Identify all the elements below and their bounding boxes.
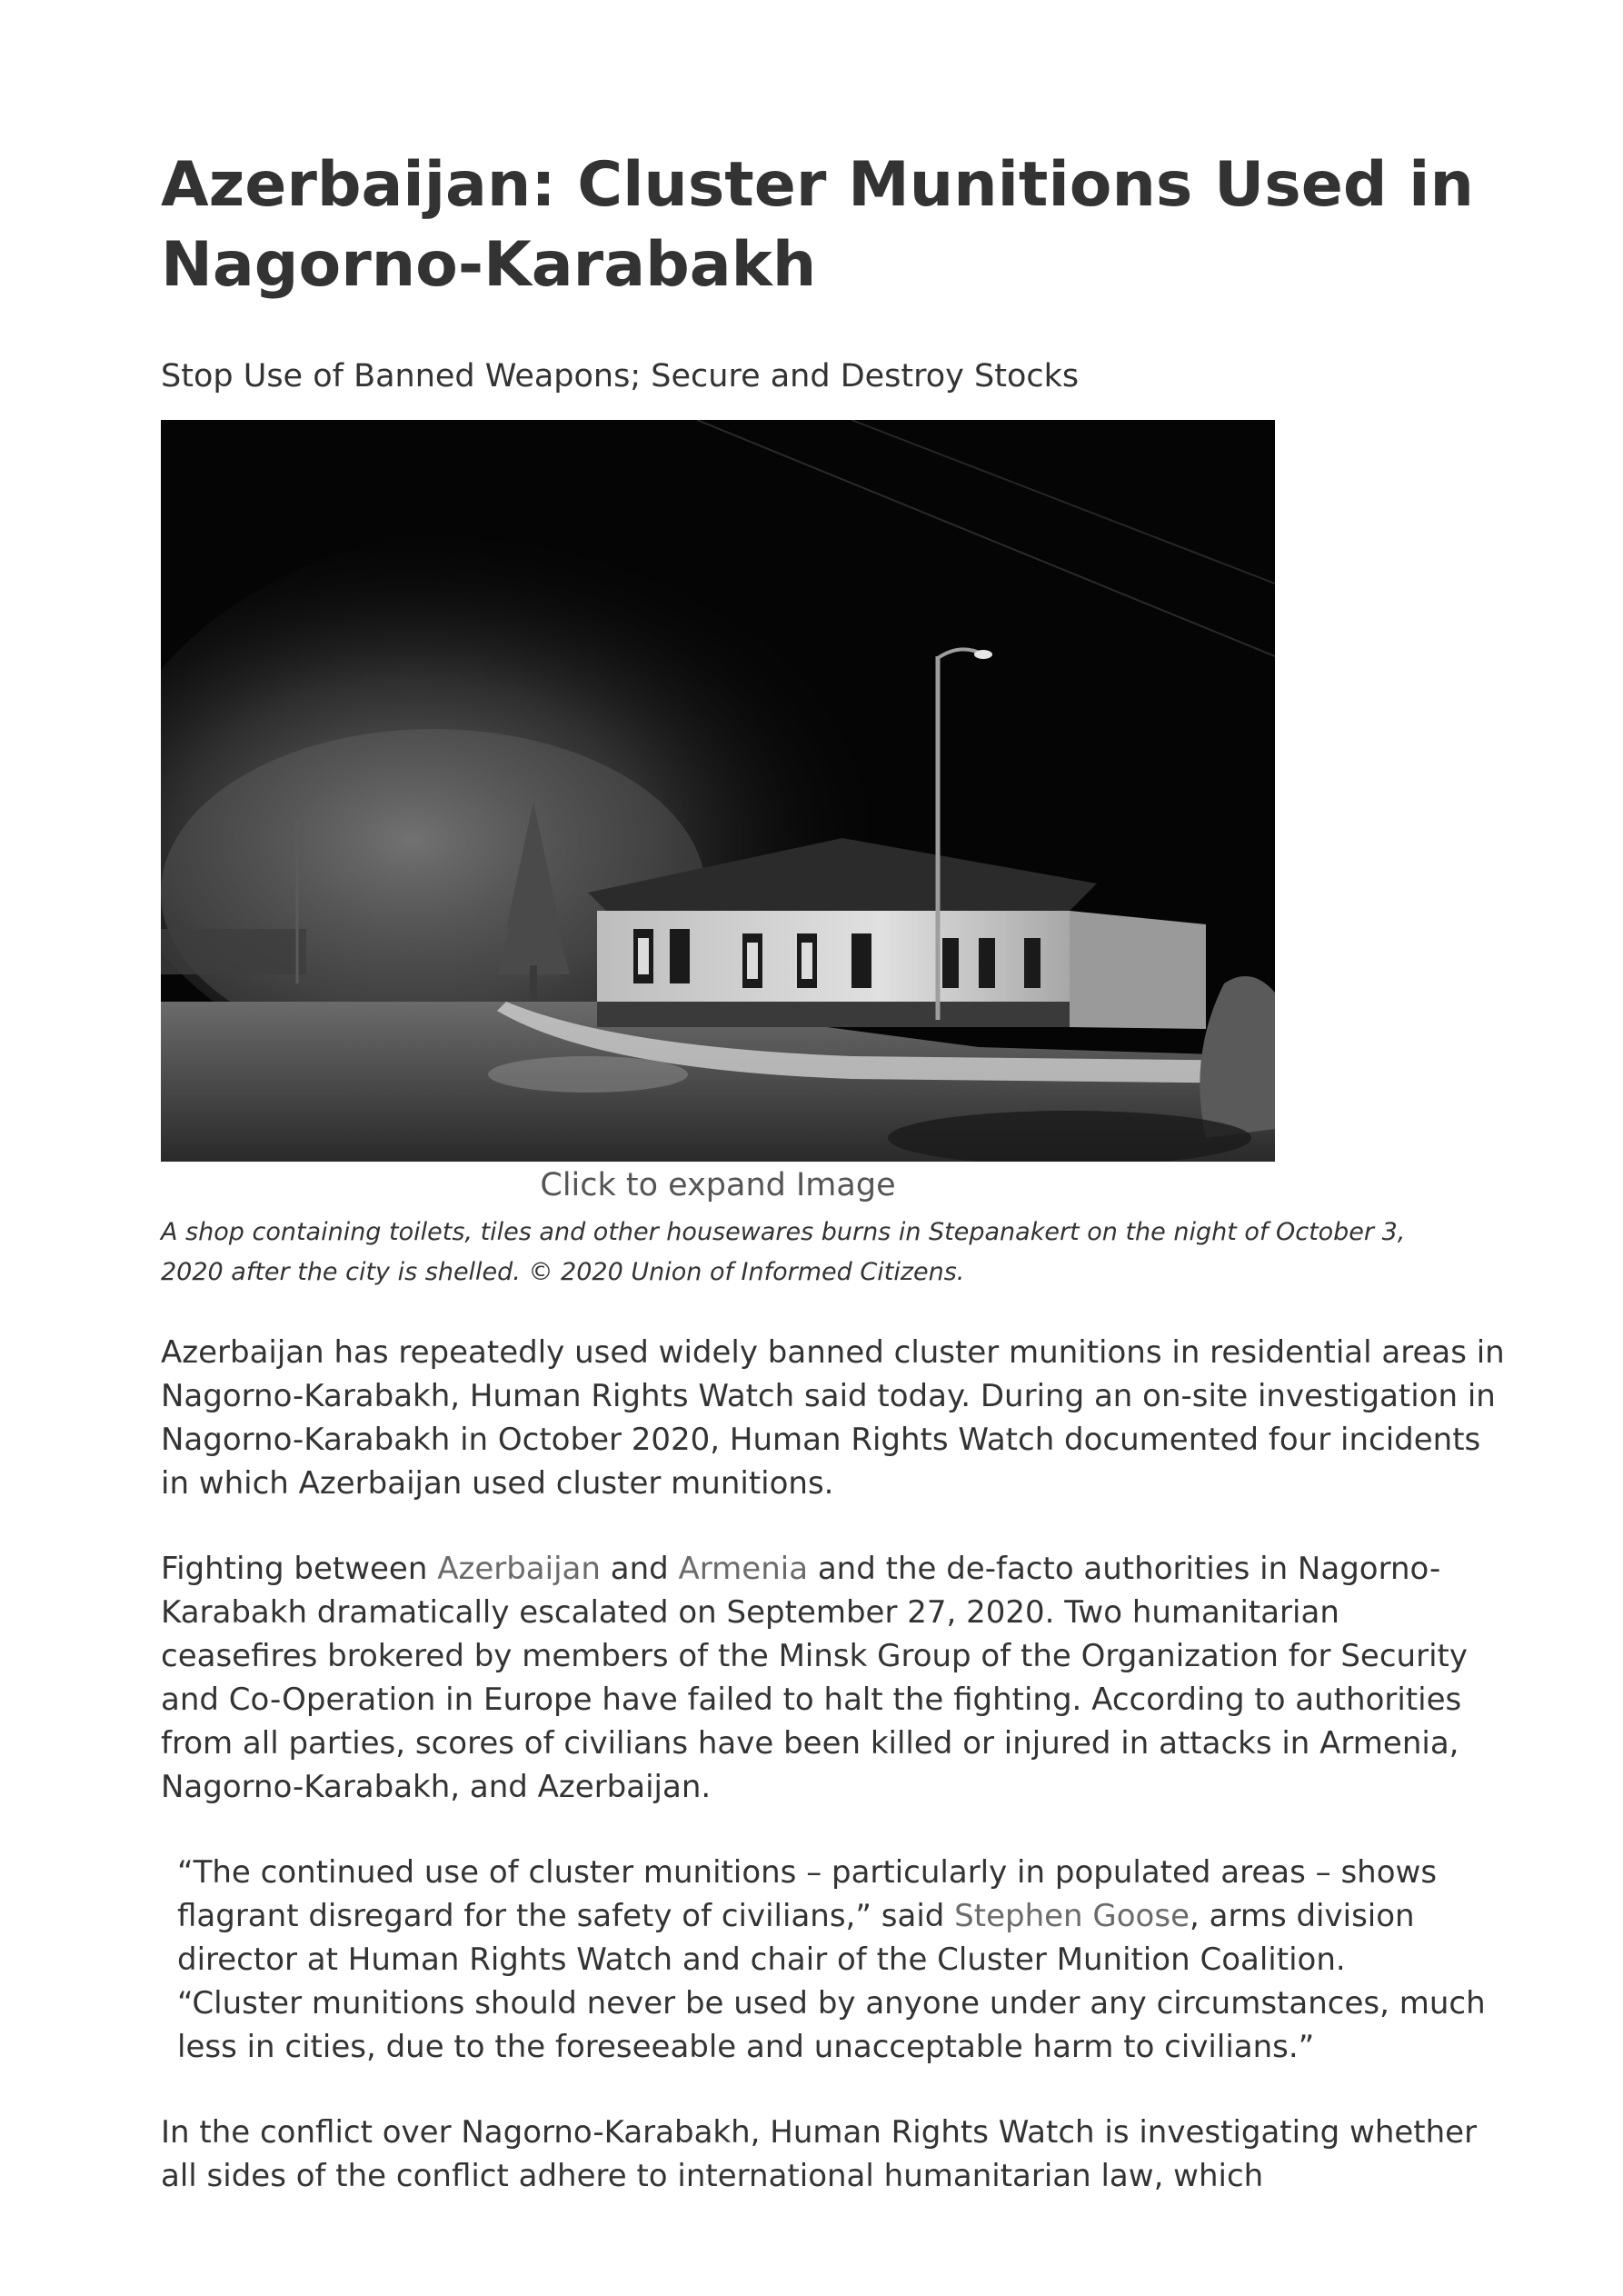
article-title: Azerbaijan: Cluster Munitions Used in Nagorno-Karabakh (161, 149, 1474, 301)
burning-shop-photo (161, 420, 1275, 1162)
article-body (161, 1331, 1506, 2198)
article-photo[interactable] (161, 420, 1275, 1162)
paragraph-fighting (161, 1547, 1506, 1809)
expand-image-link[interactable]: Click to expand Image (540, 1167, 896, 1203)
quote-goose (161, 1851, 1506, 1982)
article-subtitle: Stop Use of Banned Weapons; Secure and Destroy Stocks (161, 358, 1080, 394)
stephen-goose-link[interactable]: Stephen Goose (954, 1898, 1190, 1934)
quote-block (161, 1851, 1506, 2069)
paragraph-text: Fighting between (161, 1551, 438, 1587)
quote-cluster: “Cluster munitions should never be used by anyone under any circumstances, much less in cities, due to the foreseeable and unacceptable harm to civilians.” (177, 1985, 1486, 2065)
paragraph-conflict: In the conflict over Nagorno-Karabakh, Human Rights Watch is investigating whether all sides of the conflict adhere to international humanitarian law, which (161, 2114, 1478, 2194)
armenia-link[interactable]: Armenia (678, 1551, 809, 1587)
azerbaijan-link[interactable]: Azerbaijan (437, 1551, 601, 1587)
article (161, 145, 1506, 2240)
paragraph-text: and (600, 1551, 679, 1587)
paragraph-text: and the de-facto authorities in Nagorno-Karabakh dramatically escalated on September 27, 2020. Two humanitarian ceasefires brokered by members of the Minsk Group of the Organization for Security and Co-Operation in Europe have failed to halt the fighting. According to authorities from all parties, scores of civilians have been killed or injured in attacks in Armenia, Nagorno-Karabakh, and Azerbaijan. (161, 1551, 1468, 1805)
paragraph-text: , arms division director at Human Rights Watch and chair of the Cluster Munition Coalition. (177, 1898, 1415, 1978)
image-caption: A shop containing toilets, tiles and other housewares burns in Stepanakert on the night of October 3, 2020 after the city is shelled. © 2020 Union of Informed Citizens. (161, 1218, 1406, 1286)
paragraph-text: “The continued use of cluster munitions – particularly in populated areas – shows flagrant disregard for the safety of civilians,” said (177, 1854, 1438, 1934)
paragraph-intro: Azerbaijan has repeatedly used widely banned cluster munitions in residential areas in Nagorno-Karabakh, Human Rights Watch said today. During an on-site investigation in Nagorno-Karabakh in October 2020, Human Rights Watch documented four incidents in which Azerbaijan used cluster munitions. (161, 1334, 1505, 1502)
